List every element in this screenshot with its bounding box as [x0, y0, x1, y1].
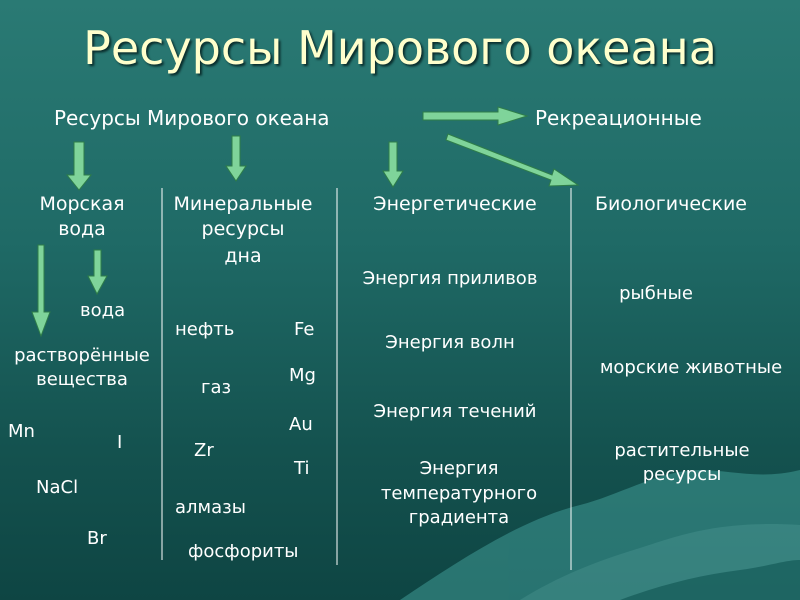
- dissolved-label-line-2: вещества: [36, 369, 128, 390]
- root-label: Ресурсы Мирового океана: [54, 106, 330, 130]
- element-i: I: [117, 432, 123, 453]
- down-arrow-icon: [67, 142, 91, 190]
- mineral-heading-line-1: Минеральные: [173, 193, 313, 215]
- energy-tides: Энергия приливов: [362, 268, 538, 289]
- energy-waves: Энергия волн: [385, 332, 515, 353]
- mineral-phosphorites: фосфориты: [188, 541, 299, 562]
- mineral-mg: Mg: [289, 365, 316, 386]
- energy-heading: Энергетические: [373, 193, 537, 215]
- mineral-ti: Ti: [294, 458, 310, 479]
- biological-heading: Биологические: [595, 193, 747, 215]
- sea-water-heading-line-2: вода: [58, 218, 106, 240]
- energy-thermal-line-3: градиента: [408, 507, 510, 528]
- energy-currents: Энергия течений: [373, 401, 537, 422]
- energy-thermal-line-1: Энергия: [419, 458, 499, 479]
- element-mn: Mn: [8, 421, 35, 442]
- down-arrow-icon: [226, 136, 246, 181]
- right-arrow-icon: [423, 107, 527, 125]
- mineral-heading-line-2: ресурсы: [201, 218, 285, 240]
- mineral-oil: нефть: [175, 319, 235, 340]
- dissolved-label-line-1: растворённые: [14, 345, 150, 366]
- slide-title: Ресурсы Мирового океана: [83, 21, 717, 75]
- bio-plants-line-1: растительные: [614, 440, 750, 461]
- long-down-arrow-icon: [32, 245, 50, 336]
- down-arrow-icon: [383, 142, 403, 187]
- mineral-diamonds: алмазы: [175, 497, 246, 518]
- mineral-heading-line-3: дна: [224, 245, 262, 267]
- element-br: Br: [87, 528, 107, 549]
- recreational-label: Рекреационные: [535, 106, 702, 130]
- down-arrow-icon: [88, 250, 107, 294]
- mineral-zr: Zr: [194, 440, 214, 461]
- element-nacl: NaCl: [36, 477, 79, 498]
- sea-water-heading-line-1: Морская: [39, 193, 125, 215]
- water-label: вода: [80, 300, 126, 321]
- mineral-gas: газ: [201, 377, 232, 398]
- diagonal-arrow-icon: [446, 134, 578, 186]
- bio-fish: рыбные: [619, 283, 693, 304]
- energy-thermal-line-2: температурного: [380, 483, 538, 504]
- bio-sea-animals: морские животные: [599, 357, 783, 378]
- mineral-fe: Fe: [294, 319, 315, 340]
- bio-plants-line-2: ресурсы: [642, 464, 722, 485]
- mineral-au: Au: [289, 414, 313, 435]
